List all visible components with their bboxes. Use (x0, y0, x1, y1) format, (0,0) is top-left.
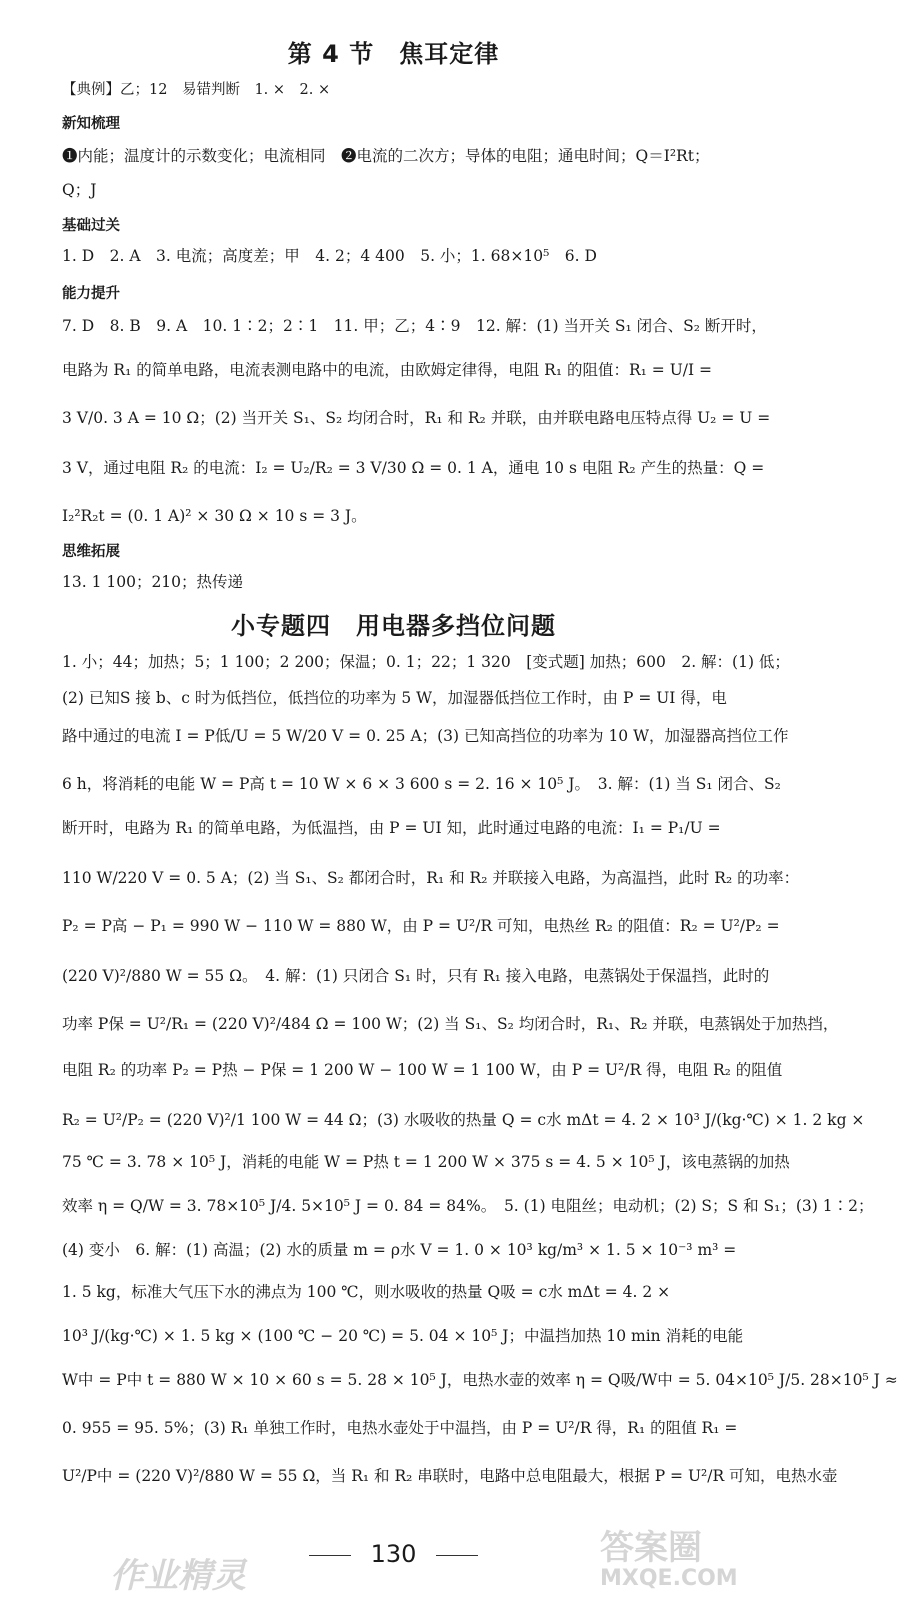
footer-dash-left (309, 1555, 351, 1556)
heading-basic: 基础过关 (62, 218, 120, 234)
gear-line: 110 W/220 V = 0. 5 A；(2) 当 S₁、S₂ 都闭合时，R₁ 和 R₂ 并联接入电路，为高温挡，此时 R₂ 的功率： (62, 869, 800, 887)
gear-line: 1. 5 kg，标准大气压下水的沸点为 100 ℃，则水吸收的热量 Q吸 = c水 mΔt = 4. 2 × (62, 1283, 671, 1301)
gear-line: 电阻 R₂ 的功率 P₂ = P热 − P保 = 1 200 W − 100 W = 1 100 W，由 P = U²/R 得，电阻 R₂ 的阻值 (62, 1061, 783, 1079)
ability-line: I₂²R₂t = (0. 1 A)² × 30 Ω × 10 s = 3 J。 (62, 507, 367, 525)
gear-line: (220 V)²/880 W = 55 Ω。 4. 解：(1) 只闭合 S₁ 时，只有 R₁ 接入电路，电蒸锅处于保温挡，此时的 (62, 967, 770, 985)
gear-line: (2) 已知S 接 b、c 时为低挡位，低挡位的功率为 5 W，加湿器低挡位工作时，由 P = UI 得，电 (62, 689, 727, 707)
basic-answers-line: 1. D 2. A 3. 电流；高度差；甲 4. 2；4 400 5. 小；1. 68×10⁵ 6. D (62, 247, 597, 265)
ability-line: 电路为 R₁ 的简单电路，电流表测电路中的电流，由欧姆定律得，电阻 R₁ 的阻值：R₁ = U/I = (62, 361, 713, 379)
gear-line: 1. 小；44；加热；5；1 100；2 200；保温；0. 1；22；1 320 [变式题] 加热；600 2. 解：(1) 低； (62, 653, 790, 671)
gear-line: 效率 η = Q/W = 3. 78×10⁵ J/4. 5×10⁵ J = 0. 84 = 84%。 5. (1) 电阻丝；电动机；(2) S；S 和 S₁；(3) 1∶2； (62, 1197, 874, 1215)
gear-line: P₂ = P高 − P₁ = 990 W − 110 W = 880 W，由 P = U²/R 可知，电热丝 R₂ 的阻值：R₂ = U²/P₂ = (62, 917, 780, 935)
heading-ability: 能力提升 (62, 286, 120, 302)
gear-line: 功率 P保 = U²/R₁ = (220 V)²/484 Ω = 100 W；(2) 当 S₁、S₂ 均闭合时，R₁、R₂ 并联，电蒸锅处于加热挡， (62, 1015, 839, 1033)
watermark-mxqe-url: MXQE.COM (600, 1566, 738, 1591)
new-knowledge-line: Q；J (62, 181, 97, 199)
gear-line: 6 h，将消耗的电能 W = P高 t = 10 W × 6 × 3 600 s = 2. 16 × 10⁵ J。 3. 解：(1) 当 S₁ 闭合、S₂ (62, 775, 781, 793)
gear-line: U²/P中 = (220 V)²/880 W = 55 Ω，当 R₁ 和 R₂ 串联时，电路中总电阻最大，根据 P = U²/R 可知，电热水壶 (62, 1467, 838, 1485)
ability-line: 7. D 8. B 9. A 10. 1∶2；2∶1 11. 甲；乙；4∶9 12. 解：(1) 当开关 S₁ 闭合、S₂ 断开时， (62, 317, 767, 335)
watermark-daanquan-logo: 答案圈 (600, 1528, 702, 1568)
page-number: 130 (370, 1540, 417, 1568)
gear-line: W中 = P中 t = 880 W × 10 × 60 s = 5. 28 × 10⁵ J，电热水壶的效率 η = Q吸/W中 = 5. 04×10⁵ J/5. 28×10⁵ J ≈ (62, 1371, 898, 1389)
gear-line: 75 ℃ = 3. 78 × 10⁵ J，消耗的电能 W = P热 t = 1 200 W × 375 s = 4. 5 × 10⁵ J，该电蒸锅的加热 (62, 1153, 790, 1171)
heading-thinking: 思维拓展 (62, 544, 120, 560)
thinking-line: 13. 1 100；210；热传递 (62, 573, 244, 591)
new-knowledge-line: ❶内能；温度计的示数变化；电流相同 ❷电流的二次方；导体的电阻；通电时间；Q＝I²Rt； (62, 147, 710, 165)
gear-line: R₂ = U²/P₂ = (220 V)²/1 100 W = 44 Ω；(3) 水吸收的热量 Q = c水 mΔt = 4. 2 × 10³ J/(kg·℃) × 1. 2 kg × (62, 1111, 865, 1129)
gear-line: 断开时，电路为 R₁ 的简单电路，为低温挡，由 P = UI 知，此时通过电路的电流：I₁ = P₁/U = (62, 819, 721, 837)
gear-line: 10³ J/(kg·℃) × 1. 5 kg × (100 ℃ − 20 ℃) = 5. 04 × 10⁵ J；中温挡加热 10 min 消耗的电能 (62, 1327, 744, 1345)
section-title-multi-gear: 小专题四 用电器多挡位问题 (231, 612, 556, 640)
gear-line: 0. 955 = 95. 5%；(3) R₁ 单独工作时，电热水壶处于中温挡，由 P = U²/R 得，R₁ 的阻值 R₁ = (62, 1419, 738, 1437)
gear-line: 路中通过的电流 I = P低/U = 5 W/20 V = 0. 25 A；(3) 已知高挡位的功率为 10 W，加湿器高挡位工作 (62, 727, 789, 745)
gear-line: (4) 变小 6. 解：(1) 高温；(2) 水的质量 m = ρ水 V = 1. 0 × 10³ kg/m³ × 1. 5 × 10⁻³ m³ = (62, 1241, 737, 1259)
heading-new-knowledge: 新知梳理 (62, 116, 120, 132)
section-title-joule-law: 第 4 节 焦耳定律 (287, 40, 500, 68)
example-line: 【典例】乙；12 易错判断 1. × 2. × (62, 82, 331, 98)
ability-line: 3 V，通过电阻 R₂ 的电流：I₂ = U₂/R₂ = 3 V/30 Ω = 0. 1 A，通电 10 s 电阻 R₂ 产生的热量：Q = (62, 459, 765, 477)
footer-dash-right (436, 1555, 478, 1556)
watermark-zuoye-jingling: 作业精灵 (110, 1556, 246, 1596)
ability-line: 3 V/0. 3 A = 10 Ω；(2) 当开关 S₁、S₂ 均闭合时，R₁ 和 R₂ 并联，由并联电路电压特点得 U₂ = U = (62, 409, 771, 427)
